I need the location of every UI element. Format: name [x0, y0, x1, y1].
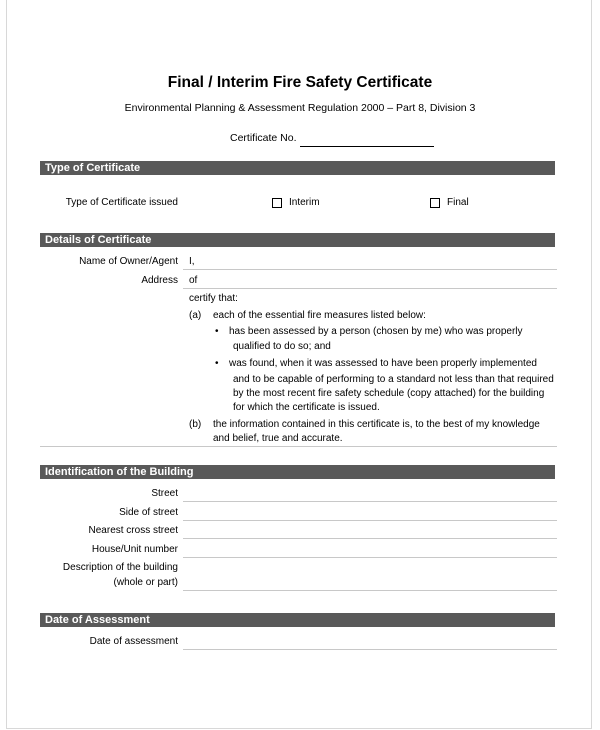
bullet-2-line-4: for which the certificate is issued.	[233, 402, 380, 413]
date-of-assessment-label: Date of assessment	[89, 636, 178, 647]
owner-prefix: I,	[189, 256, 195, 267]
item-a-marker: (a)	[189, 310, 202, 321]
address-label: Address	[141, 275, 178, 286]
section-assessment-heading: Date of Assessment	[40, 613, 555, 627]
date-of-assessment-field[interactable]	[183, 649, 557, 650]
cross-street-field[interactable]	[183, 538, 557, 539]
final-checkbox[interactable]	[430, 198, 440, 208]
street-field[interactable]	[183, 501, 557, 502]
bullet-2: •	[215, 358, 219, 369]
bullet-2-line-3: by the most recent fire safety schedule (copy attached) for the building	[233, 388, 545, 399]
bullet-1-line-2: qualified to do so; and	[233, 341, 331, 352]
owner-field[interactable]	[183, 269, 557, 270]
certificate-no-label: Certificate No.	[230, 132, 297, 144]
description-field[interactable]	[183, 590, 557, 591]
certificate-no-field[interactable]	[300, 146, 434, 147]
house-number-label: House/Unit number	[91, 544, 178, 555]
certify-text: certify that:	[189, 293, 238, 304]
item-b-line-1: the information contained in this certificate is, to the best of my knowledge	[213, 419, 540, 430]
description-label-1: Description of the building	[62, 562, 178, 573]
bullet-2-line-2: and to be capable of performing to a standard not less than that required	[233, 374, 554, 385]
side-of-street-field[interactable]	[183, 520, 557, 521]
interim-checkbox[interactable]	[272, 198, 282, 208]
side-of-street-label: Side of street	[119, 507, 178, 518]
bullet-1-line-1: has been assessed by a person (chosen by me) who was properly	[229, 326, 523, 337]
final-label: Final	[447, 197, 469, 208]
item-b-marker: (b)	[189, 419, 202, 430]
section-building-heading: Identification of the Building	[40, 465, 555, 479]
section-type-heading: Type of Certificate	[40, 161, 555, 175]
interim-label: Interim	[289, 197, 320, 208]
owner-label: Name of Owner/Agent	[79, 256, 178, 267]
item-a-text: each of the essential fire measures listed below:	[213, 310, 426, 321]
address-field[interactable]	[183, 288, 557, 289]
section-details-heading: Details of Certificate	[40, 233, 555, 247]
address-prefix: of	[189, 275, 198, 286]
page-title: Final / Interim Fire Safety Certificate	[167, 74, 433, 91]
details-divider	[40, 446, 557, 447]
page-subtitle: Environmental Planning & Assessment Regulation 2000 – Part 8, Division 3	[124, 102, 476, 114]
description-label-2: (whole or part)	[113, 577, 178, 588]
type-issued-label: Type of Certificate issued	[65, 197, 178, 208]
bullet-1: •	[215, 326, 219, 337]
item-b-line-2: and belief, true and accurate.	[213, 433, 343, 444]
house-number-field[interactable]	[183, 557, 557, 558]
bullet-2-line-1: was found, when it was assessed to have been properly implemented	[229, 358, 537, 369]
cross-street-label: Nearest cross street	[88, 525, 178, 536]
street-label: Street	[151, 488, 178, 499]
